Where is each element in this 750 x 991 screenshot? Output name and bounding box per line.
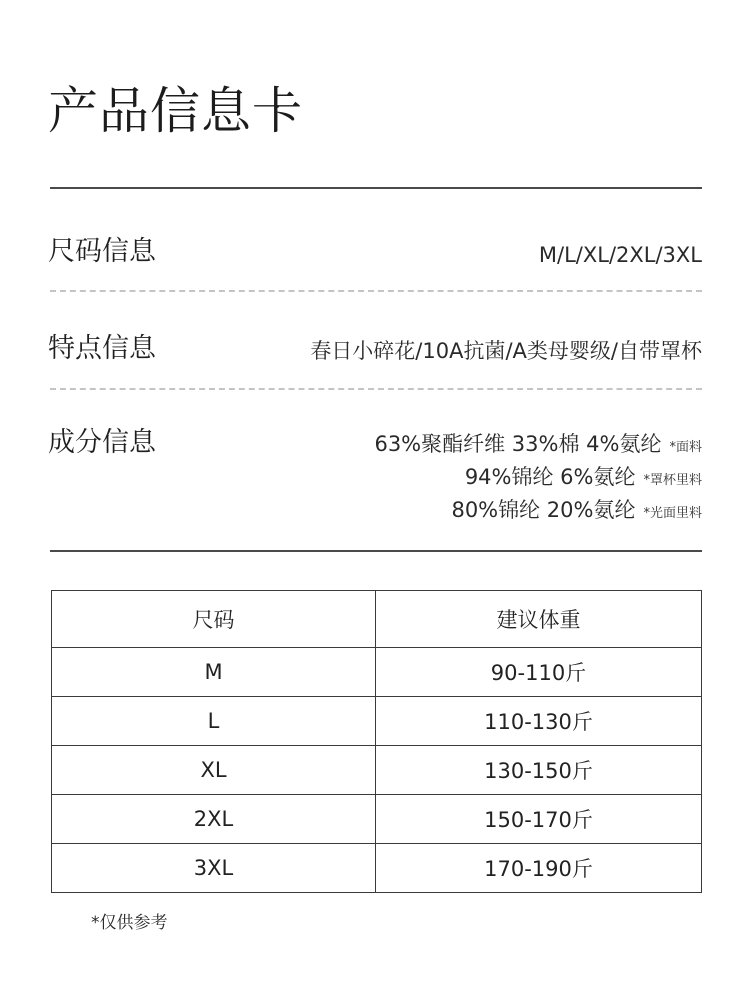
composition-text: 94%锦纶 6%氨纶 bbox=[464, 465, 636, 489]
size-weight-table bbox=[51, 590, 702, 893]
composition-note: *光面里料 bbox=[643, 506, 702, 521]
cell-weight: 150-170斤 bbox=[376, 795, 702, 844]
table-row bbox=[52, 844, 702, 893]
table-row bbox=[52, 746, 702, 795]
header-size: 尺码 bbox=[52, 591, 376, 648]
composition-note: *面料 bbox=[669, 440, 702, 455]
header-weight: 建议体重 bbox=[376, 591, 702, 648]
composition-list bbox=[374, 428, 702, 527]
table-row bbox=[52, 795, 702, 844]
composition-line bbox=[374, 494, 702, 527]
feature-info-label: 特点信息 bbox=[48, 333, 156, 364]
cell-weight: 90-110斤 bbox=[376, 648, 702, 697]
composition-line bbox=[374, 428, 702, 461]
composition-info-label: 成分信息 bbox=[48, 427, 156, 458]
dashed-divider bbox=[50, 388, 702, 390]
cell-size: L bbox=[52, 697, 376, 746]
page-title: 产品信息卡 bbox=[48, 82, 303, 140]
feature-info-value: 春日小碎花/10A抗菌/A类母婴级/自带罩杯 bbox=[310, 339, 702, 363]
footnote: *仅供参考 bbox=[91, 913, 168, 933]
size-info-label: 尺码信息 bbox=[48, 236, 156, 267]
cell-weight: 130-150斤 bbox=[376, 746, 702, 795]
cell-size: 2XL bbox=[52, 795, 376, 844]
cell-weight: 170-190斤 bbox=[376, 844, 702, 893]
bottom-divider bbox=[50, 550, 702, 552]
table-header-row bbox=[52, 591, 702, 648]
size-info-value: M/L/XL/2XL/3XL bbox=[538, 243, 702, 267]
cell-size: 3XL bbox=[52, 844, 376, 893]
composition-text: 63%聚酯纤维 33%棉 4%氨纶 bbox=[374, 432, 662, 456]
table-row bbox=[52, 648, 702, 697]
composition-line bbox=[374, 461, 702, 494]
cell-size: XL bbox=[52, 746, 376, 795]
cell-size: M bbox=[52, 648, 376, 697]
dashed-divider bbox=[50, 290, 702, 292]
table-row bbox=[52, 697, 702, 746]
top-divider bbox=[50, 187, 702, 189]
composition-note: *罩杯里料 bbox=[643, 473, 702, 488]
composition-text: 80%锦纶 20%氨纶 bbox=[451, 498, 636, 522]
cell-weight: 110-130斤 bbox=[376, 697, 702, 746]
